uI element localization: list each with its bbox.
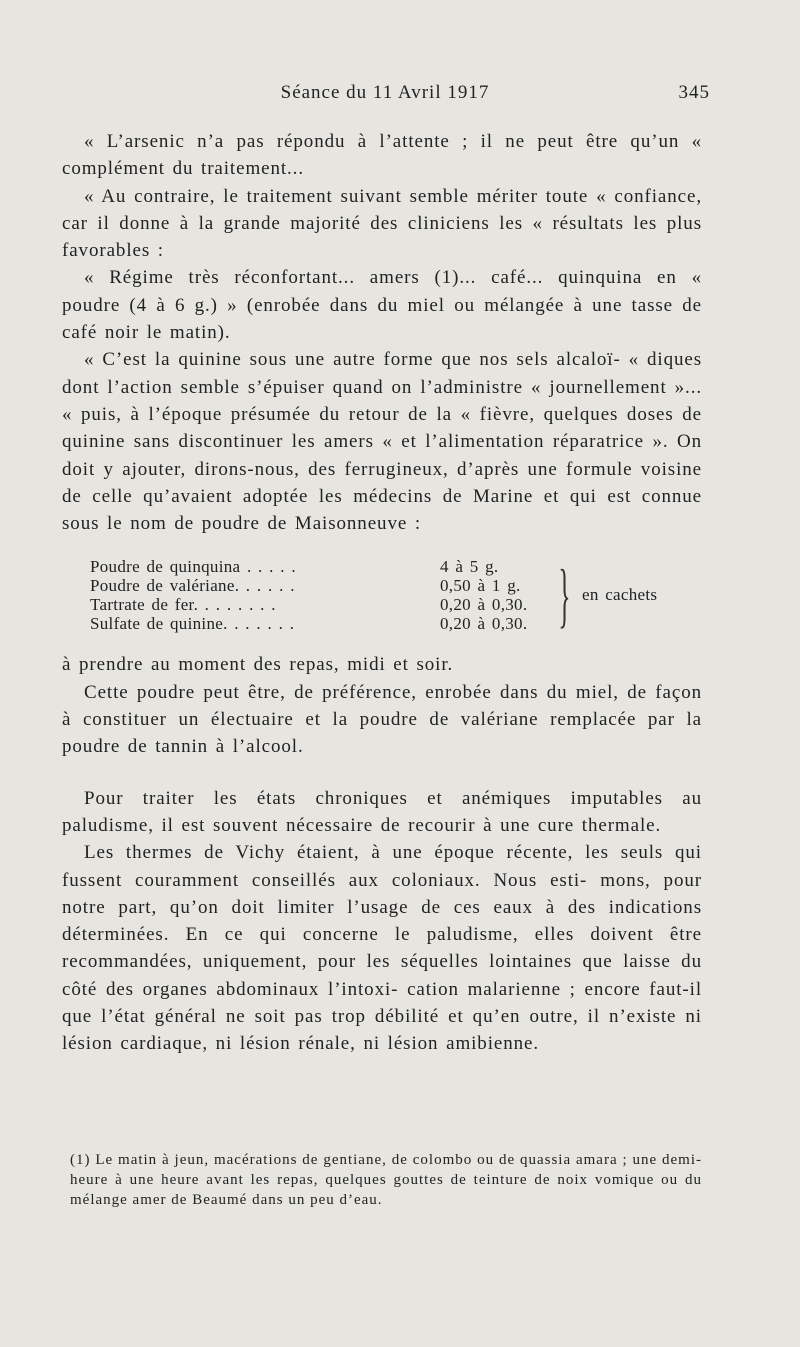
paragraph: à prendre au moment des repas, midi et soir. — [62, 654, 454, 676]
brace-label: en cachets — [582, 585, 658, 605]
ingredient-dose: 4 à 5 g. — [440, 557, 499, 577]
prescription-table — [62, 557, 702, 637]
prescription-row — [90, 595, 590, 615]
ingredient-name: Sulfate de quinine. . . . . . . — [90, 614, 295, 634]
ingredient-name: Tartrate de fer. . . . . . . . — [90, 595, 276, 615]
ingredient-dose: 0,20 à 0,30. — [440, 595, 528, 615]
running-header — [60, 82, 710, 112]
ingredient-name: Poudre de quinquina . . . . . — [90, 557, 296, 577]
paragraph: « L’arsenic n’a pas répondu à l’attente ; il ne peut être qu’un « complément du traitement... — [62, 131, 702, 180]
ingredient-dose: 0,20 à 0,30. — [440, 614, 528, 634]
brace-symbol: } — [558, 555, 571, 636]
footnote: (1) Le matin à jeun, macérations de gentiane, de colombo ou de quassia amara ; une demi-heure à une heure avant les repas, quelques gouttes de teinture de noix vomique ou du mélange amer de Beaumé dans un peu d’eau. — [70, 1152, 702, 1208]
paragraph: Cette poudre peut être, de préférence, enrobée dans du miel, de façon à constituer un électuaire et la poudre de valériane remplacée par la poudre de tannin à l’alcool. — [62, 681, 702, 758]
prescription-row — [90, 576, 590, 596]
prescription-row — [90, 614, 590, 634]
paragraph: Les thermes de Vichy étaient, à une époque récente, les seuls qui fussent couramment conseillés aux coloniaux. Nous esti- mons, pour notre part, qu’on doit limiter l’usage de ces eaux à des indications déterminées. En ce qui concerne le paludisme, elles doivent être recommandées, uniquement, pour les séquelles lointaines que laisse du côté des organes abdominaux l’intoxi- cation malarienne ; encore faut-il que l’état général ne soit pas trop débilité et qu’en outre, il n’existe ni lésion cardiaque, ni lésion rénale, ni lésion amibienne. — [62, 842, 702, 1055]
page-number: 345 — [678, 82, 710, 103]
paragraph: Pour traiter les états chroniques et anémiques imputables au paludisme, il est souvent nécessaire de recourir à une cure thermale. — [62, 787, 702, 836]
prescription-row — [90, 557, 590, 577]
running-title: Séance du 11 Avril 1917 — [280, 82, 490, 103]
section-gap — [62, 761, 702, 785]
paragraph: « Au contraire, le traitement suivant semble mériter toute « confiance, car il donne à la grande majorité des cliniciens les « résultats les plus favorables : — [62, 185, 702, 262]
ingredient-name: Poudre de valériane. . . . . . — [90, 576, 295, 596]
paragraph: « Régime très réconfortant... amers (1)... café... quinquina en « poudre (4 à 6 g.) » (enrobée dans du miel ou mélangée à une tasse de café noir le matin). — [62, 267, 702, 344]
main-text — [62, 128, 702, 1058]
ingredient-dose: 0,50 à 1 g. — [440, 576, 521, 596]
paragraph: « C’est la quinine sous une autre forme que nos sels alcaloï- « diques dont l’action semble s’épuiser quand on l’administre « journellement »... « puis, à l’époque présumée du retour de la « fièvre, quelques doses de quinine sans discontinuer les amers « et l’alimentation réparatrice ». On doit y ajouter, dirons-nous, des ferrugineux, d’après une formule voisine de celle qu’avaient adoptée les médecins de Marine et qui est connue sous le nom de poudre de Maisonneuve : — [62, 349, 702, 535]
